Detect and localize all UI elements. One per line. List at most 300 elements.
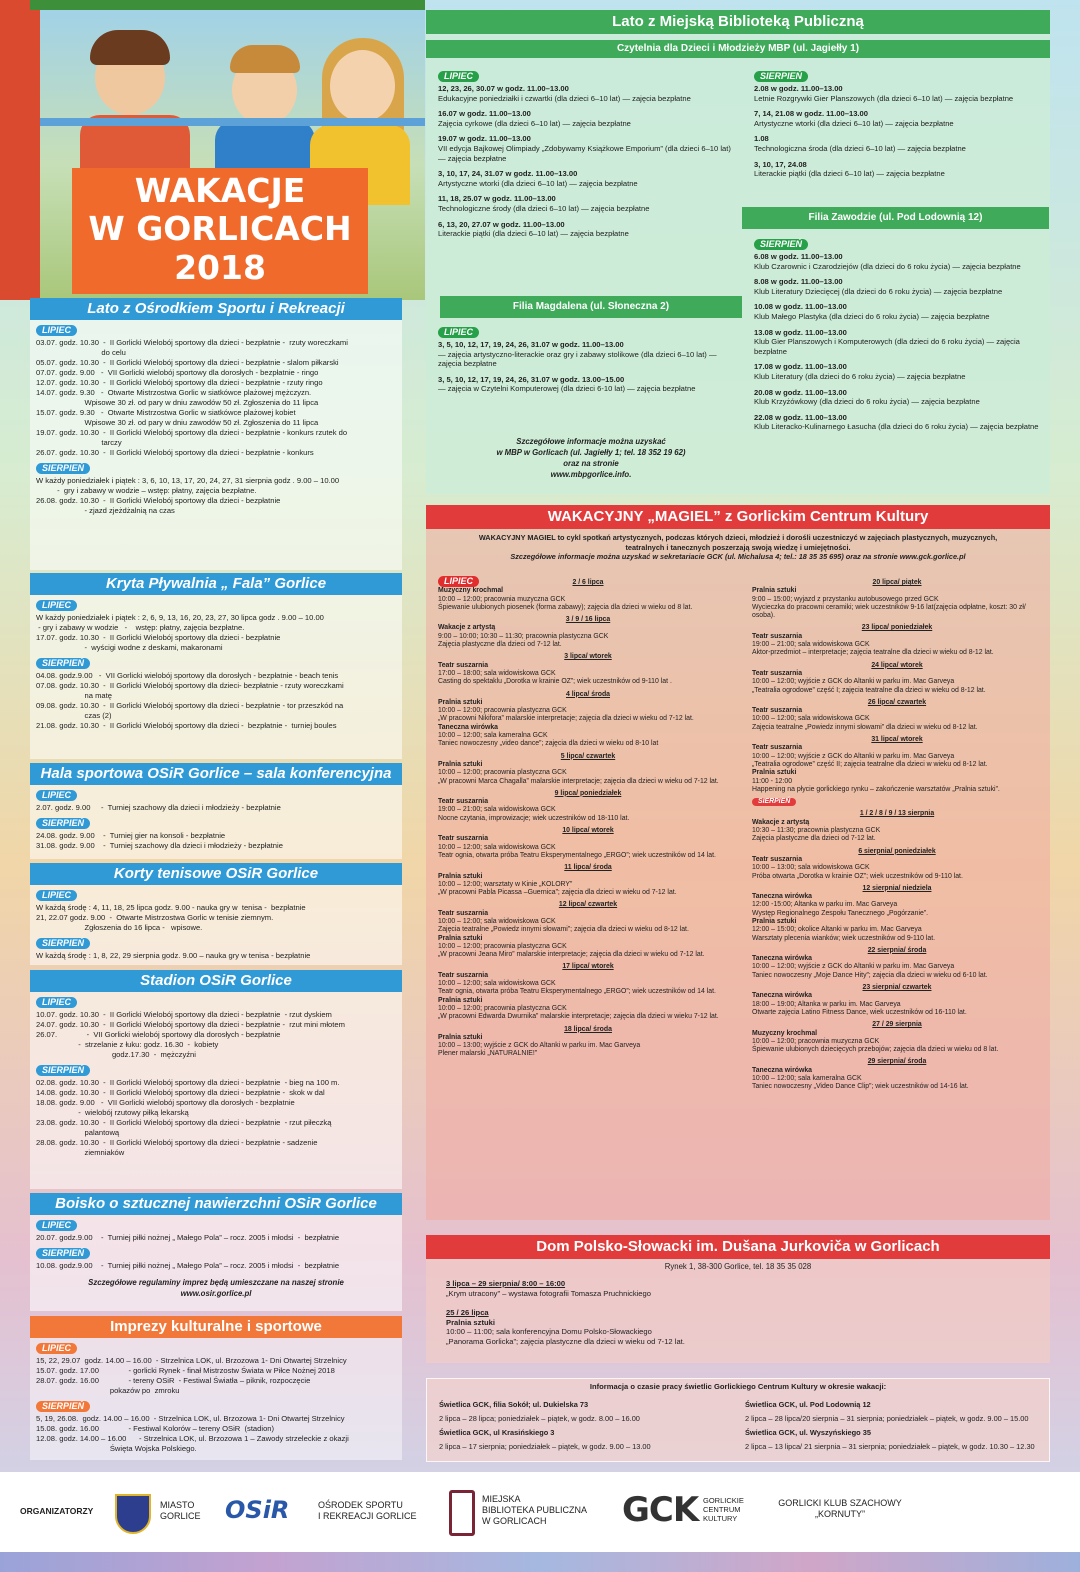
gck-text: Wycieczka do pracowni ceramiki; wiek uczestników 9-16 lat(zajęcia odpłatne, koszt: 30 zł/ osoba).: [752, 603, 1026, 620]
gck-text: 10:00 – 12:00; pracownia plastyczna GCK: [438, 769, 567, 777]
swietlica-c-hours: 2 lipca – 28 lipca/20 sierpnia – 31 sierpnia; poniedziałek – piątek, w godz. 9.00 – 15.00: [745, 1414, 1029, 1423]
schedule-date: 2.08 w godz. 11.00–13.00: [754, 84, 843, 93]
gck-text: 10:00 – 12:00; pracownia plastyczna GCK: [438, 707, 567, 715]
schedule-text: Edukacyjne poniedziałki i czwartki (dla dzieci 6–10 lat) — zajęcia bezpłatne: [438, 93, 691, 103]
mbp-website-link[interactable]: www.mbpgorlice.info.: [550, 470, 632, 479]
event-row: W każdy poniedziałek i piątek : 3, 6, 10, 13, 17, 20, 24, 27, 31 sierpnia godz . 9.00 – 10.00: [36, 476, 340, 485]
gck-text: 10:00 – 12:00; sala kameralna GCK: [438, 732, 548, 740]
hala-sierpien-tag: SIERPIEŃ: [36, 818, 90, 829]
gck-text: „Teatralia ogrodowe” część I; zajęcia teatralne dla dzieci w wieku od 8-12 lat.: [752, 686, 986, 694]
schedule-date: 10.08 w godz. 11.00–13.00: [754, 302, 847, 312]
gck-text: 10:30 – 11:30; pracownia plastyczna GCK: [752, 827, 881, 835]
boisko-sierpien-list: [30, 1261, 402, 1271]
gck-logo-line1: GORLICKIE: [703, 1496, 744, 1505]
swietlice-title: Informacja o czasie pracy świetlic Gorlickiego Centrum Kultury w okresie wakacji:: [589, 1382, 887, 1391]
gck-sierpien-tag: SIERPIEŃ: [752, 798, 796, 806]
gorlice-coat-of-arms: [115, 1494, 151, 1534]
schedule-item: [754, 328, 1044, 357]
schedule-text: Klub Krzyżówkowy (dla dzieci do 6 roku życia) — zajęcia bezpłatne: [754, 397, 980, 407]
gck-text: Casting do spektaklu „Dorotka w krainie OZ”; wiek uczestników od 9-110 lat .: [438, 678, 672, 686]
gck-intro-line2: teatralnych i tanecznych poszerzają swoją wiedzę i umiejętności.: [625, 542, 851, 552]
gck-text: „Teatralia ogrodowe” część II; zajęcia teatralne dla dzieci w wieku od 8-12 lat.: [752, 760, 988, 768]
gck-activity: Taneczna wirówka: [752, 1066, 812, 1074]
schedule-item: [438, 340, 738, 369]
gck-text: 10:00 – 12:00; pracownia muzyczna GCK: [752, 1037, 880, 1045]
event-row: 14.08. godz. 10.30 - II Gorlicki Wielobój sportowy dla dzieci - bezpłatnie - skok w dal: [36, 1088, 325, 1097]
gck-logo-line2: CENTRUM: [703, 1505, 741, 1514]
osir-sierpien-list: [30, 476, 402, 516]
osir-section: [30, 298, 402, 570]
event-row: 15, 22, 29.07 godz. 14.00 – 16.00 - Strzelnica LOK, ul. Brzozowa 1- Dni Otwartej Strzelnicy: [36, 1356, 347, 1365]
mbp-zawodzie-header: Filia Zawodzie (ul. Pod Lodownią 12): [742, 207, 1049, 229]
gck-text: 11:00 - 12:00: [752, 777, 793, 785]
event-row: Zgłoszenia do 16 lipca - wpisowe.: [36, 923, 203, 932]
schedule-text: Klub Literacko-Kulinarnego Łasucha (dla dzieci do 6 roku życia) — zajęcia bezpłatne: [754, 422, 1039, 432]
event-row: 24.08. godz. 9.00 - Turniej gier na konsoli - bezpłatnie: [36, 831, 226, 840]
korty-lipiec-tag: LIPIEC: [36, 890, 77, 901]
footer: [0, 1472, 1080, 1552]
schedule-text: Zajęcia cyrkowe (dla dzieci 6–10 lat) — zajęcia bezpłatne: [438, 118, 631, 128]
gck-activity: Teatr suszarnia: [438, 971, 489, 979]
gck-activity: Teatr suszarnia: [752, 855, 803, 863]
event-row: 15.08. godz. 16.00 - Festiwal Kolorów – tereny OSiR (stadion): [36, 1424, 275, 1433]
schedule-item: [754, 252, 1044, 271]
gck-activity: Teatr suszarnia: [752, 707, 803, 715]
imprezy-sierpien-list: [30, 1414, 402, 1454]
gck-text: 10:00 – 12:00; sala widowiskowa GCK: [438, 980, 556, 988]
schedule-item: [438, 134, 738, 163]
imprezy-lipiec-tag: LIPIEC: [36, 1343, 77, 1354]
event-row: czas (2): [36, 711, 112, 720]
gck-date: 17 lipca/ wtorek: [562, 963, 614, 971]
schedule-date: 12, 23, 26, 30.07 w godz. 11.00–13.00: [438, 84, 569, 93]
gck-text: 9:00 – 15:00; wyjazd z przystanku autobusowego przed GCK: [752, 595, 939, 603]
gck-text: 10:00 – 12:00; sala widowiskowa GCK: [752, 715, 870, 723]
dps-section: [426, 1235, 1050, 1363]
gck-date: 18 lipca/ środa: [564, 1025, 612, 1033]
event-row: godz.17.30 - mężczyźni: [36, 1050, 196, 1059]
imprezy-lipiec-list: [30, 1356, 402, 1396]
schedule-date: 3, 10, 17, 24, 31.07 w godz. 11.00–13.00: [438, 169, 578, 179]
schedule-date: 19.07 w godz. 11.00–13.00: [438, 134, 531, 144]
gck-activity: Pralnia sztuki: [438, 1033, 483, 1041]
schedule-item: [754, 388, 1044, 407]
korty-section: [30, 863, 402, 965]
gck-text: Zajęcia plastyczne dla dzieci od 7-12 lat.: [438, 641, 562, 649]
schedule-text: VII edycja Bajkowej Olimpiady „Zdobywamy Książkowe Emporium” (dla dzieci 6–10 lat) — zajęcia bezpłatne: [438, 143, 731, 163]
schedule-item: [754, 160, 1044, 179]
event-row: ziemniaków: [36, 1148, 125, 1157]
gck-text: 12:00 – 15:00; okolice Altanki w parku im. Mac Garveya: [752, 926, 922, 934]
schedule-date: 6.08 w godz. 11.00–13.00: [754, 252, 843, 261]
event-row: 21.08. godz. 10.30 - II Gorlicki Wielobój sportowy dla dzieci - bezpłatnie - turniej boules: [36, 721, 337, 730]
gck-text: Aktor-przedmiot – interpretacje; zajęcia teatralne dla dzieci w wieku od 8-12 lat.: [752, 649, 994, 657]
gck-date: 29 sierpnia/ środa: [867, 1058, 927, 1066]
schedule-item: [754, 413, 1044, 432]
gck-text: Plener malarski „NATURALNIE!”: [438, 1050, 538, 1058]
korty-sierpien-list: [30, 951, 402, 961]
stadion-lipiec-tag: LIPIEC: [36, 997, 77, 1008]
gck-date: 3 lipca/ wtorek: [564, 653, 612, 661]
osir-regulations-note: Szczegółowe regulaminy imprez będą umieszczane na naszej stronie: [88, 1278, 344, 1287]
gck-date: 11 lipca/ środa: [564, 864, 612, 872]
mbp-zawodzie-tag: SIERPIEŃ: [754, 239, 808, 250]
gck-lipiec-list: [438, 579, 738, 1059]
schedule-date: 3, 5, 10, 12, 17, 19, 24, 26, 31.07 w godz. 11.00–13.00: [438, 340, 624, 349]
gck-activity: Teatr suszarnia: [752, 632, 803, 640]
gck-text: Taniec nowoczesny „Video Dance Clip”; wiek uczestników od 14-16 lat.: [752, 1083, 969, 1091]
mbp-sierpien-tag: SIERPIEŃ: [754, 71, 808, 82]
bottom-strip: [0, 1552, 1080, 1572]
gck-text: 10:00 – 12:00; sala widowiskowa GCK: [438, 843, 556, 851]
gck-activity: Teatr suszarnia: [752, 669, 803, 677]
mbp-logo-icon: [449, 1490, 475, 1536]
schedule-text: Technologiczne środy (dla dzieci 6–10 lat) — zajęcia bezpłatne: [438, 203, 650, 213]
schedule-text: Klub Małego Plastyka (dla dzieci do 6 roku życia) — zajęcia bezpłatne: [754, 311, 990, 321]
gck-activity: Taneczna wirówka: [752, 893, 812, 901]
event-row: do celu: [36, 348, 126, 357]
korty-header: Korty tenisowe OSiR Gorlice: [30, 863, 402, 885]
schedule-date: 17.08 w godz. 11.00–13.00: [754, 362, 847, 372]
event-row: tarczy: [36, 438, 122, 447]
gck-text: 10:00 – 13:00; wyjście z GCK do Altanki w parku im. Mac Garveya: [438, 1042, 641, 1050]
imprezy-sierpien-tag: SIERPIEŃ: [36, 1401, 90, 1412]
schedule-item: [754, 134, 1044, 153]
event-row: 26.08. godz. 10.30 - II Gorlicki Wielobój sportowy dla dzieci - bezpłatnie: [36, 496, 281, 505]
swietlica-d-hours: 2 lipca – 13 lipca/ 21 sierpnia – 31 sierpnia; poniedziałek – piątek, w godz. 10.30 – 12.30: [745, 1442, 1035, 1451]
event-row: 12.08. godz. 14.00 – 16.00 - Strzelnica LOK, ul. Brzozowa 1 – Zawody strzeleckie z okazji: [36, 1434, 349, 1443]
mbp-header: Lato z Miejską Biblioteką Publiczną: [426, 10, 1050, 34]
swietlica-c-name: Świetlica GCK, ul. Pod Lodownią 12: [745, 1400, 871, 1409]
boisko-header: Boisko o sztucznej nawierzchni OSiR Gorlice: [30, 1193, 402, 1215]
event-row: 07.07. godz. 9.00 - VII Gorlicki wielobój sportowy dla dorosłych - bezpłatnie - ringo: [36, 368, 319, 377]
schedule-text: Letnie Rozgrywki Gier Planszowych (dla dzieci 6–10 lat) — zajęcia bezpłatne: [754, 93, 1014, 103]
gck-text: Śpiewanie ulubionych piosenek (forma zabawy); zajęcia dla dzieci w wieku od 8 lat.: [438, 603, 693, 611]
schedule-date: 6, 13, 20, 27.07 w godz. 11.00–13.00: [438, 219, 565, 229]
gck-text: Teatr ognia, otwarta próba Teatru Eksperymentalnego „ERGO”; wiek uczestników od 14 lat.: [438, 988, 716, 996]
boisko-sierpien-tag: SIERPIEŃ: [36, 1248, 90, 1259]
event-row: W każdą środę : 4, 11, 18, 25 lipca godz. 9.00 - nauka gry w tenisa - bezpłatnie: [36, 903, 306, 912]
schedule-text: Klub Gier Planszowych i Komputerowych (dla dzieci do 6 roku życia) — zajęcia bezpłatne: [754, 337, 1020, 356]
fala-lipiec-list: [30, 613, 402, 653]
schedule-date: 11, 18, 25.07 w godz. 11.00–13.00: [438, 194, 556, 204]
event-row: 10.08. godz.9.00 - Turniej piłki nożnej „ Małego Pola” – rocz. 2005 i młodsi - bezpłatnie: [36, 1261, 340, 1270]
schedule-item: [438, 169, 738, 188]
mbp-zawodzie-list: [754, 252, 1044, 432]
mbp-magdalena-list: [438, 340, 738, 394]
event-row: na matę: [36, 691, 112, 700]
boisko-lipiec-list: [30, 1233, 402, 1243]
gck-activity: Teatr suszarnia: [438, 661, 489, 669]
boisko-section: [30, 1193, 402, 1311]
hala-header: Hala sportowa OSiR Gorlice – sala konferencyjna: [30, 763, 402, 785]
miasto-line2: GORLICE: [160, 1511, 201, 1521]
mbp-subheader: Czytelnia dla Dzieci i Młodzieży MBP (ul. Jagiełły 1): [426, 40, 1050, 58]
mbp-magdalena-header: Filia Magdalena (ul. Słoneczna 2): [440, 296, 742, 318]
event-row: 05.07. godz. 10.30 - II Gorlicki Wielobój sportowy dla dzieci - bezpłatnie - slalom piłkarski: [36, 358, 339, 367]
osir-line2: I REKREACJI GORLICE: [318, 1511, 417, 1521]
stadion-header: Stadion OSiR Gorlice: [30, 970, 402, 992]
imprezy-section: [30, 1316, 402, 1460]
gck-text: 10:00 – 12:00; pracownia plastyczna GCK: [438, 1004, 567, 1012]
mbp-logo-line2: BIBLIOTEKA PUBLICZNA: [482, 1505, 588, 1515]
gck-text: Taniec nowoczesny „video dance”; zajęcia dla dzieci w wieku od 8-10 lat: [438, 740, 659, 748]
schedule-text: Klub Literatury Dziecięcej (dla dzieci do 6 roku życia) — zajęcia bezpłatne: [754, 286, 1003, 296]
gck-text: 12:00 -15:00; Altanka w parku im. Mac Garveya: [752, 901, 898, 909]
gck-activity: Wakacje z artystą: [752, 818, 810, 826]
dps-address: Rynek 1, 38-300 Gorlice, tel. 18 35 35 028: [664, 1262, 812, 1271]
fala-sierpien-tag: SIERPIEŃ: [36, 658, 90, 669]
event-row: 28.08. godz. 10.30 - II Gorlicki Wielobój sportowy dla dzieci - bezpłatnie - sadzenie: [36, 1138, 318, 1147]
dps-text2a: 10:00 – 11:00; sala konferencyjna Domu Polsko-Słowackiego: [446, 1327, 652, 1336]
event-row: 21, 22.07 godz. 9.00 - Otwarte Mistrzostwa Gorlic w tenisie ziemnym.: [36, 913, 274, 922]
event-row: 15.07. godz. 17.00 - gorlicki Rynek - finał Mistrzostw Świata w Piłce Nożnej 2018: [36, 1366, 335, 1375]
swietlica-a-name: Świetlica GCK, filia Sokół; ul. Dukielska 73: [439, 1400, 589, 1409]
schedule-item: [754, 109, 1044, 128]
gck-date: 26 lipca/ czwartek: [867, 698, 927, 706]
gck-text: Teatr ognia, otwarta próba Teatru Eksperymentalnego „ERGO”; wiek uczestników od 14 lat.: [438, 851, 716, 859]
schedule-item: [438, 220, 738, 239]
event-row: 17.07. godz. 10.30 - II Gorlicki Wielobój sportowy dla dzieci - bezpłatnie: [36, 633, 281, 642]
gck-activity: Teatr suszarnia: [438, 909, 489, 917]
gck-logo: GCK: [622, 1490, 699, 1530]
gck-activity: Teatr suszarnia: [438, 835, 489, 843]
event-row: 10.07. godz. 10.30 - II Gorlicki Wielobój sportowy dla dzieci - bezpłatnie - rzut dyskiem: [36, 1010, 332, 1019]
event-row: 20.07. godz.9.00 - Turniej piłki nożnej „ Małego Pola” – rocz. 2005 i młodsi - bezpłatnie: [36, 1233, 340, 1242]
gck-text: 17:00 – 18:00; sala widowiskowa GCK: [438, 669, 556, 677]
gck-date: 3 / 9 / 16 lipca: [565, 616, 611, 624]
gck-text: 10:00 – 13:00; sala widowiskowa GCK: [752, 864, 870, 872]
gck-text: Nocne czytania, improwizacje; wiek uczestników od 18-110 lat.: [438, 814, 630, 822]
gck-date: 24 lipca/ wtorek: [871, 661, 923, 669]
fala-sierpien-list: [30, 671, 402, 731]
gck-activity: Taneczna wirówka: [752, 992, 812, 1000]
hala-lipiec-tag: LIPIEC: [36, 790, 77, 801]
gck-activity: Pralnia sztuki: [752, 917, 797, 925]
event-row: Wpisowe 30 zł. od pary w dniu zawodów 50 zł. Zgłoszenia do 11 lipca: [36, 398, 319, 407]
gck-text: Taniec nowoczesny „Moje Dance Hity”; zajęcia dla dzieci w wieku od 6-10 lat.: [752, 971, 988, 979]
mbp-info-line2: w MBP w Gorlicach (ul. Jagiełły 1; tel. 18 352 19 62): [496, 448, 686, 457]
gck-activity: Pralnia sztuki: [752, 769, 797, 777]
poster-title-line2: W GORLICACH: [88, 209, 352, 248]
miasto-line1: MIASTO: [160, 1500, 195, 1510]
dps-date2: 25 / 26 lipca: [446, 1308, 489, 1317]
event-row: 04.08. godz.9.00 - VII Gorlicki wielobój sportowy dla dorosłych - bezpłatnie - beach tenis: [36, 671, 339, 680]
gck-activity: Taneczna wirówka: [752, 955, 812, 963]
osir-lipiec-list: [30, 338, 402, 458]
imprezy-header: Imprezy kulturalne i sportowe: [30, 1316, 402, 1338]
gck-text: 10:00 – 12:00; sala kameralna GCK: [752, 1075, 862, 1083]
dps-date1: 3 lipca – 29 sierpnia/ 8:00 – 16:00: [446, 1279, 566, 1288]
mbp-info-line1: Szczegółowe informacje można uzyskać: [516, 437, 666, 446]
dps-text1: „Krym utracony” – wystawa fotografii Tomasza Pruchnickiego: [446, 1288, 651, 1298]
event-row: 2.07. godz. 9.00 - Turniej szachowy dla dzieci i młodzieży - bezpłatnie: [36, 803, 281, 812]
gck-date: 27 / 29 sierpnia: [872, 1021, 922, 1029]
gck-activity: Pralnia sztuki: [438, 996, 483, 1004]
event-row: - gry i zabawy w wodzie – wstęp: płatny, zajęcia bezpłatne.: [36, 486, 257, 495]
gck-activity: Muzyczny krochmal: [752, 1029, 818, 1037]
schedule-date: 20.08 w godz. 11.00–13.00: [754, 387, 847, 397]
mbp-magdalena-tag: LIPIEC: [438, 327, 479, 338]
schedule-item: [438, 375, 738, 394]
gck-text: Zajęcia teatralne „Powiedz innymi słowami”; zajęcia dla dzieci w wieku od 8-12 lat.: [438, 926, 689, 934]
swietlica-b-hours: 2 lipca – 17 sierpnia; poniedziałek – piątek, w godz. 9.00 – 13.00: [439, 1442, 651, 1451]
event-row: 12.07. godz. 10.30 - II Gorlicki Wielobój sportowy dla dzieci - bezpłatnie - rzuty ringo: [36, 378, 323, 387]
osir-header: Lato z Ośrodkiem Sportu i Rekreacji: [30, 298, 402, 320]
schedule-date: 16.07 w godz. 11.00–13.00: [438, 109, 531, 119]
gck-text: 10:00 – 12:00; warsztaty w Kinie „KOLORY”: [438, 880, 573, 888]
schedule-item: [754, 277, 1044, 296]
schedule-item: [754, 302, 1044, 321]
mbp-section: [426, 10, 1050, 494]
osir-logo-text: OSiR: [225, 1496, 290, 1524]
poster-title: [72, 168, 368, 294]
schedule-item: [438, 84, 738, 103]
event-row: 31.08. godz. 9.00 - Turniej szachowy dla dzieci i młodzieży - bezpłatnie: [36, 841, 283, 850]
mbp-logo-line1: MIEJSKA: [482, 1494, 521, 1504]
mbp-info-line3: oraz na stronie: [563, 459, 619, 468]
stadion-lipiec-list: [30, 1010, 402, 1060]
korty-sierpien-tag: SIERPIEŃ: [36, 938, 90, 949]
gck-date: 23 lipca/ poniedziałek: [861, 624, 933, 632]
gck-activity: Pralnia sztuki: [438, 872, 483, 880]
gck-text: 19:00 – 21:00; sala widowiskowa GCK: [438, 806, 556, 814]
event-row: - strzelanie z łuku: godz. 16.30 - kobiety: [36, 1040, 219, 1049]
event-row: palantową: [36, 1128, 120, 1137]
gck-text: 18:00 – 19:00; Altanka w parku im. Mac Garveya: [752, 1000, 901, 1008]
gck-activity: Wakacje z artystą: [438, 624, 496, 632]
gck-text: Warsztaty plecenia wianków; wiek uczestników od 9-110 lat.: [752, 934, 936, 942]
gck-text: 10:00 – 12:00; pracownia plastyczna GCK: [438, 942, 567, 950]
schedule-text: Klub Czarownic i Czarodziejów (dla dzieci do 6 roku życia) — zajęcia bezpłatne: [754, 261, 1021, 271]
event-row: W każdą środę : 1, 8, 22, 29 sierpnia godz. 9.00 – nauka gry w tenisa - bezpłatnie: [36, 951, 311, 960]
gck-date: 4 lipca/ środa: [565, 690, 611, 698]
event-row: 26.07. - VII Gorlicki wielobój sportowy dla dorosłych - bezpłatnie: [36, 1030, 281, 1039]
gck-date: 9 lipca/ poniedziałek: [554, 789, 622, 797]
event-row: pokazów po zmroku: [36, 1386, 180, 1395]
gck-text: Zajęcia plastyczne dla dzieci od 7-12 lat.: [752, 835, 876, 843]
schedule-text: Klub Literatury (dla dzieci do 6 roku życia) — zajęcia bezpłatne: [754, 371, 966, 381]
gck-text: 9:00 – 10:00; 10:30 – 11:30; pracownia plastyczna GCK: [438, 632, 609, 640]
event-row: 5, 19, 26.08. godz. 14.00 – 16.00 - Strzelnica LOK, ul. Brzozowa 1- Dni Otwartej Strzelnicy: [36, 1414, 345, 1423]
gck-text: 10:00 – 12:00; wyjście z GCK do Altanki w parku im. Mac Garveya: [752, 678, 955, 686]
gck-date: 23 sierpnia/ czwartek: [862, 984, 932, 992]
gck-date: 31 lipca/ wtorek: [871, 736, 923, 744]
gck-text: „W pracowni Pabla Picassa –Guernica”; zajęcia dla dzieci w wieku od 7-12 lat.: [438, 889, 677, 897]
hala-section: [30, 763, 402, 859]
event-row: 28.07. godz. 16.00 - tereny OSiR - Festiwal Światła – piknik, rozpoczęcie: [36, 1376, 311, 1385]
schedule-date: 7, 14, 21.08 w godz. 11.00–13.00: [754, 109, 868, 119]
gck-text: 19:00 – 21:00; sala widowiskowa GCK: [752, 641, 870, 649]
korty-lipiec-list: [30, 903, 402, 933]
gck-activity: Taneczna wirówka: [438, 723, 498, 731]
gck-intro-line3: Szczegółowe informacje można uzyskać w sekretariacie GCK (ul. Michalusa 4; tel.: 18 35 35 695) oraz na stronie www.gck.gorlice.pl: [510, 552, 966, 561]
klub-line2: „KORNUTY”: [815, 1509, 865, 1519]
swietlica-b-name: Świetlica GCK, ul Krasińskiego 3: [439, 1428, 555, 1437]
gck-logo-line3: KULTURY: [703, 1514, 738, 1523]
schedule-text: Artystyczne wtorki (dla dzieci 6–10 lat) — zajęcia bezpłatne: [754, 118, 954, 128]
event-row: - wielobój rzutowy piłką lekarską: [36, 1108, 189, 1117]
gck-activity: Teatr suszarnia: [752, 744, 803, 752]
fala-section: [30, 573, 402, 759]
osir-website-link[interactable]: www.osir.gorlice.pl: [180, 1289, 252, 1298]
gck-date: 20 lipca/ piątek: [872, 579, 922, 586]
gck-text: Happening na płycie gorlickiego rynku – zakończenie warsztatów „Pralnia sztuki”.: [752, 785, 1000, 793]
gck-activity: Pralnia sztuki: [438, 760, 483, 768]
gck-activity: Teatr suszarnia: [438, 798, 489, 806]
gck-right-list: [752, 579, 1042, 1092]
event-row: - zjazd zjeżdżalnią na czas: [36, 506, 175, 515]
gck-date: 12 sierpnia/ niedziela: [862, 884, 932, 892]
schedule-date: 13.08 w godz. 11.00–13.00: [754, 327, 847, 337]
event-row: W każdy poniedziałek i piątek : 2, 6, 9, 13, 16, 20, 23, 27, 30 lipca godz . 9.00 – 10.00: [36, 613, 324, 622]
event-row: - wyścigi wodne z deskami, makaronami: [36, 643, 223, 652]
gck-date: 1 / 2 / 8 / 9 / 13 sierpnia: [859, 810, 935, 818]
stadion-section: [30, 970, 402, 1189]
event-row: 26.07. godz. 10.30 - II Gorlicki Wielobój sportowy dla dzieci - bezpłatnie - konkurs: [36, 448, 314, 457]
event-row: 24.07. godz. 10.30 - II Gorlicki Wielobój sportowy dla dzieci - bezpłatnie - rzut mini młotem: [36, 1020, 345, 1029]
mbp-lipiec-tag: LIPIEC: [438, 71, 479, 82]
event-row: - gry i zabawy w wodzie - wstęp: płatny, zajęcia bezpłatne.: [36, 623, 245, 632]
schedule-date: 3, 10, 17, 24.08: [754, 159, 807, 169]
schedule-text: Literackie piątki (dla dzieci 6–10 lat) — zajęcia bezpłatne: [438, 229, 629, 239]
schedule-date: 22.08 w godz. 11.00–13.00: [754, 412, 847, 422]
event-row: Wpisowe 30 zł. od pary w dniu zawodów 50 zł. Zgłoszenia do 11 lipca: [36, 418, 319, 427]
gck-text: 10:00 – 12:00; wyjście z GCK do Altanki w parku im. Mac Garveya: [752, 963, 955, 971]
gck-date: 12 lipca/ czwartek: [558, 901, 618, 909]
schedule-text: — zajęcia artystyczno-literackie oraz gry i zabawy stolikowe (dla dzieci 6–10 lat) — zajęcia bezpłatne: [438, 349, 717, 369]
gck-activity: Pralnia sztuki: [438, 934, 483, 942]
gck-text: 10:00 – 12:00; sala widowiskowa GCK: [438, 917, 556, 925]
dps-heading2: Pralnia sztuki: [446, 1317, 495, 1327]
fala-header: Kryta Pływalnia „ Fala” Gorlice: [30, 573, 402, 595]
event-row: 14.07. godz. 9.30 - Otwarte Mistrzostwa Gorlic w siatkówce plażowej mężczyzn.: [36, 388, 312, 397]
stadion-sierpien-tag: SIERPIEŃ: [36, 1065, 90, 1076]
stadion-sierpien-list: [30, 1078, 402, 1158]
gck-date: 2 / 6 lipca: [572, 579, 604, 586]
gck-section: [426, 505, 1050, 1220]
event-row: 23.08. godz. 10.30 - II Gorlicki Wielobój sportowy dla dzieci - bezpłatnie - rzut piłeczką: [36, 1118, 332, 1127]
gck-text: 10:00 – 12:00; wyjście z GCK do Altanki w parku im. Mac Garveya: [752, 752, 955, 760]
footer-organizers-label: ORGANIZATORZY: [20, 1506, 94, 1516]
schedule-date: 8.08 w godz. 11.00–13.00: [754, 277, 843, 287]
gck-text: Próba otwarta „Dorotka w krainie OZ”; wiek uczestników od 9-110 lat.: [752, 872, 963, 880]
schedule-text: Technologiczna środa (dla dzieci 6–10 lat) — zajęcia bezpłatne: [754, 143, 966, 153]
osir-lipiec-tag: LIPIEC: [36, 325, 77, 336]
gck-text: „W pracowni Marca Chagalla” malarskie interpretacje; zajęcia dla dzieci w wieku od 7-12 lat.: [438, 777, 719, 785]
osir-line1: OŚRODEK SPORTU: [318, 1500, 403, 1510]
fala-lipiec-tag: LIPIEC: [36, 600, 77, 611]
gck-date: 10 lipca/ wtorek: [562, 827, 614, 835]
dps-header: Dom Polsko-Słowacki im. Dušana Jurkoviča w Gorlicach: [426, 1235, 1050, 1259]
gck-date: 6 sierpnia/ poniedziałek: [858, 847, 936, 855]
schedule-item: [438, 194, 738, 213]
schedule-text: — zajęcia w Czytelni Komputerowej (dla dzieci 6-10 lat) — zajęcia bezpłatne: [438, 384, 696, 394]
gck-activity: Pralnia sztuki: [438, 698, 483, 706]
gck-text: „W pracowni Nikifora” malarskie interpretacje; zajęcia dla dzieci w wieku od 7-12 lat.: [438, 715, 694, 723]
osir-sierpien-tag: SIERPIEŃ: [36, 463, 90, 474]
gck-date: 22 sierpnia/ środa: [867, 946, 927, 954]
event-row: 15.07. godz. 9.30 - Otwarte Mistrzostwa Gorlic w siatkówce plażowej kobiet: [36, 408, 296, 417]
gck-activity: Pralnia sztuki: [752, 587, 797, 595]
gck-text: Śpiewanie ulubionych dziecięcych przebojów; zajęcia dla dzieci w wieku od 8 lat.: [752, 1046, 999, 1054]
gck-intro-line1: WAKACYJNY MAGIEL to cykl spotkań artystycznych, podczas których dzieci, młodzież i dorośli uczestniczyć w zajęciach plastycznych, muzycznych,: [478, 533, 998, 542]
gck-lipiec-tag: LIPIEC: [438, 576, 479, 587]
event-row: 02.08. godz. 10.30 - II Gorlicki Wielobój sportowy dla dzieci - bezpłatnie - bieg na 100 m.: [36, 1078, 340, 1087]
gck-text: Otwarte zajęcia Latino Fitness Dance, wiek uczestników od 16-110 lat.: [752, 1008, 967, 1016]
dps-text2b: „Panorama Gorlicka”; zajęcia plastyczne dla dzieci w wieku od 7-12 lat.: [446, 1336, 685, 1346]
event-row: 18.08. godz. 9.00 - VII Gorlicki wielobój sportowy dla dorosłych - bezpłatnie: [36, 1098, 295, 1107]
